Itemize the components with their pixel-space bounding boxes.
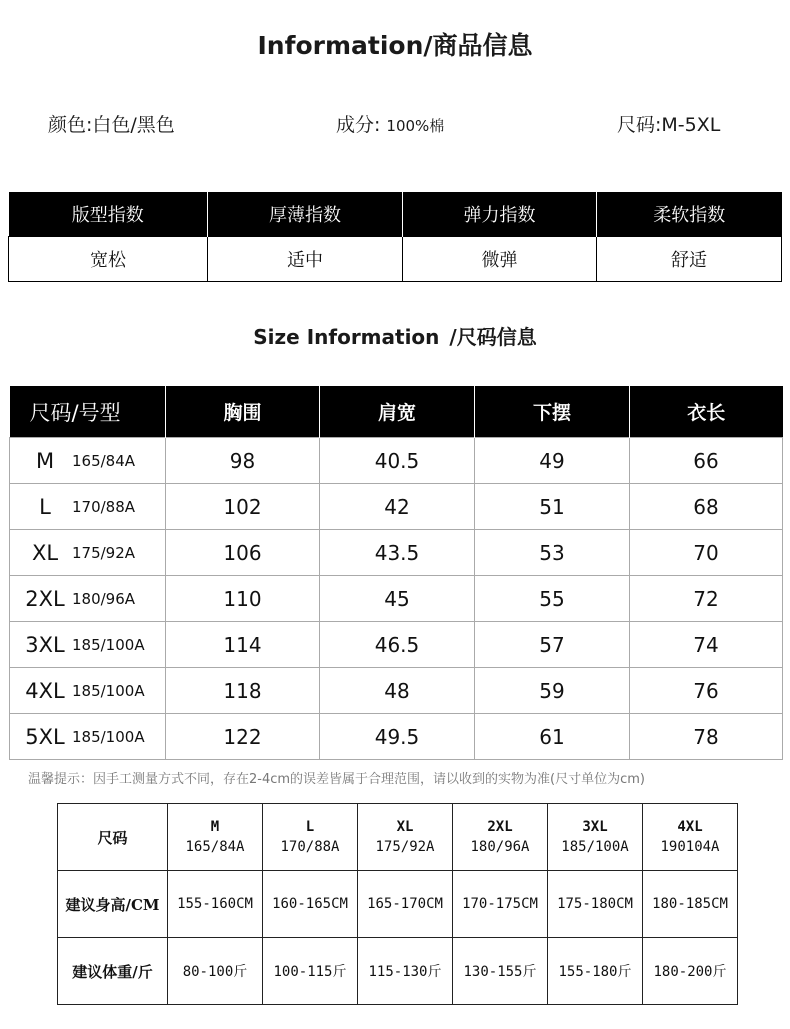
recommend-size-cell	[453, 804, 548, 871]
color-attribute: 颜色:白色/黑色	[48, 114, 175, 136]
height-cell: 175-180CM	[548, 871, 643, 938]
size-header-hem: 下摆	[475, 386, 630, 438]
chest-cell: 102	[166, 484, 320, 530]
shoulder-cell: 49.5	[320, 714, 475, 760]
page-title: Information/商品信息	[257, 31, 533, 60]
size-code: 175/92A	[72, 544, 136, 563]
measurement-note: 温馨提示：因手工测量方式不同，存在2-4cm的误差皆属于合理范围，请以收到的实物为准(尺寸单位为cm)	[28, 772, 645, 787]
recommend-size-label: 尺码	[58, 804, 168, 871]
size-header-length: 衣长	[630, 386, 783, 438]
recommend-size-cell	[263, 804, 358, 871]
chest-cell: 118	[166, 668, 320, 714]
size-range-attribute: 尺码:M-5XL	[617, 114, 721, 136]
size-code: 165/84A	[72, 452, 136, 471]
chest-cell: 114	[166, 622, 320, 668]
shoulder-cell: 48	[320, 668, 475, 714]
size-header-shoulder: 肩宽	[320, 386, 475, 438]
index-value-row	[9, 237, 782, 282]
table-row	[10, 714, 783, 760]
index-header-elasticity: 弹力指数	[403, 192, 597, 237]
table-row	[10, 530, 783, 576]
length-cell: 70	[630, 530, 783, 576]
table-row	[10, 438, 783, 484]
weight-cell: 155-180斤	[548, 938, 643, 1005]
table-row	[10, 576, 783, 622]
size-code: 185/100A	[72, 728, 145, 747]
length-cell: 72	[630, 576, 783, 622]
recommend-size-name: L	[305, 819, 315, 835]
weight-cell: 130-155斤	[453, 938, 548, 1005]
recommend-size-cell	[643, 804, 738, 871]
recommend-height-label: 建议身高/CM	[58, 871, 168, 938]
length-cell: 66	[630, 438, 783, 484]
recommend-height-row	[58, 871, 738, 938]
weight-cell: 100-115斤	[263, 938, 358, 1005]
size-code: 185/100A	[72, 636, 145, 655]
chest-cell: 98	[166, 438, 320, 484]
size-header-row	[10, 386, 783, 438]
index-table	[8, 192, 782, 282]
material-attribute	[336, 110, 444, 137]
shoulder-cell: 42	[320, 484, 475, 530]
size-name: L	[39, 495, 51, 520]
recommend-size-code: 190104A	[660, 839, 720, 855]
size-cell	[10, 668, 166, 714]
table-row	[10, 668, 783, 714]
weight-cell: 80-100斤	[168, 938, 263, 1005]
size-cell	[10, 622, 166, 668]
material-label: 成分:	[336, 114, 381, 136]
chest-cell: 122	[166, 714, 320, 760]
index-header-thickness: 厚薄指数	[208, 192, 403, 237]
hem-cell: 53	[475, 530, 630, 576]
size-cell	[10, 714, 166, 760]
size-cell	[10, 438, 166, 484]
recommend-size-code: 175/92A	[375, 839, 435, 855]
size-name: 5XL	[25, 725, 65, 750]
hem-cell: 51	[475, 484, 630, 530]
length-cell: 68	[630, 484, 783, 530]
size-name: 4XL	[25, 679, 65, 704]
recommend-size-name: 2XL	[487, 819, 513, 835]
material-value: 100%棉	[386, 117, 445, 135]
recommend-size-cell	[358, 804, 453, 871]
height-cell: 180-185CM	[643, 871, 738, 938]
size-code: 170/88A	[72, 498, 136, 517]
length-cell: 78	[630, 714, 783, 760]
recommend-header-row	[58, 804, 738, 871]
size-code: 180/96A	[72, 590, 136, 609]
recommend-table	[57, 803, 738, 1005]
recommend-size-code: 170/88A	[280, 839, 340, 855]
recommend-size-name: 3XL	[582, 819, 608, 835]
hem-cell: 59	[475, 668, 630, 714]
index-value-fit: 宽松	[9, 237, 208, 282]
shoulder-cell: 46.5	[320, 622, 475, 668]
recommend-size-name: 4XL	[677, 819, 703, 835]
size-header-chest: 胸围	[166, 386, 320, 438]
recommend-size-code: 185/100A	[561, 839, 629, 855]
size-cell	[10, 530, 166, 576]
recommend-size-code: 165/84A	[185, 839, 245, 855]
table-row	[10, 622, 783, 668]
length-cell: 76	[630, 668, 783, 714]
chest-cell: 106	[166, 530, 320, 576]
shoulder-cell: 45	[320, 576, 475, 622]
index-header-softness: 柔软指数	[597, 192, 782, 237]
size-name: 3XL	[25, 633, 65, 658]
hem-cell: 49	[475, 438, 630, 484]
hem-cell: 55	[475, 576, 630, 622]
size-header-size: 尺码/号型	[10, 386, 166, 438]
height-cell: 160-165CM	[263, 871, 358, 938]
shoulder-cell: 40.5	[320, 438, 475, 484]
hem-cell: 61	[475, 714, 630, 760]
shoulder-cell: 43.5	[320, 530, 475, 576]
recommend-size-name: XL	[396, 819, 414, 835]
index-value-thickness: 适中	[208, 237, 403, 282]
recommend-size-cell	[168, 804, 263, 871]
recommend-size-code: 180/96A	[470, 839, 530, 855]
height-cell: 170-175CM	[453, 871, 548, 938]
size-code: 185/100A	[72, 682, 145, 701]
index-value-elasticity: 微弹	[403, 237, 597, 282]
index-header-row	[9, 192, 782, 237]
size-title-en: Size Information	[253, 325, 440, 349]
index-header-fit: 版型指数	[9, 192, 208, 237]
recommend-size-cell	[548, 804, 643, 871]
size-table	[9, 386, 783, 760]
recommend-weight-label: 建议体重/斤	[58, 938, 168, 1005]
size-name: 2XL	[25, 587, 65, 612]
recommend-size-name: M	[210, 819, 220, 835]
size-cell	[10, 576, 166, 622]
size-section-title	[0, 321, 790, 350]
size-cell	[10, 484, 166, 530]
weight-cell: 115-130斤	[358, 938, 453, 1005]
chest-cell: 110	[166, 576, 320, 622]
height-cell: 155-160CM	[168, 871, 263, 938]
weight-cell: 180-200斤	[643, 938, 738, 1005]
size-name: M	[35, 449, 55, 474]
size-title-cn: /尺码信息	[449, 325, 537, 349]
size-name: XL	[31, 541, 59, 566]
height-cell: 165-170CM	[358, 871, 453, 938]
hem-cell: 57	[475, 622, 630, 668]
recommend-weight-row	[58, 938, 738, 1005]
table-row	[10, 484, 783, 530]
length-cell: 74	[630, 622, 783, 668]
index-value-softness: 舒适	[597, 237, 782, 282]
